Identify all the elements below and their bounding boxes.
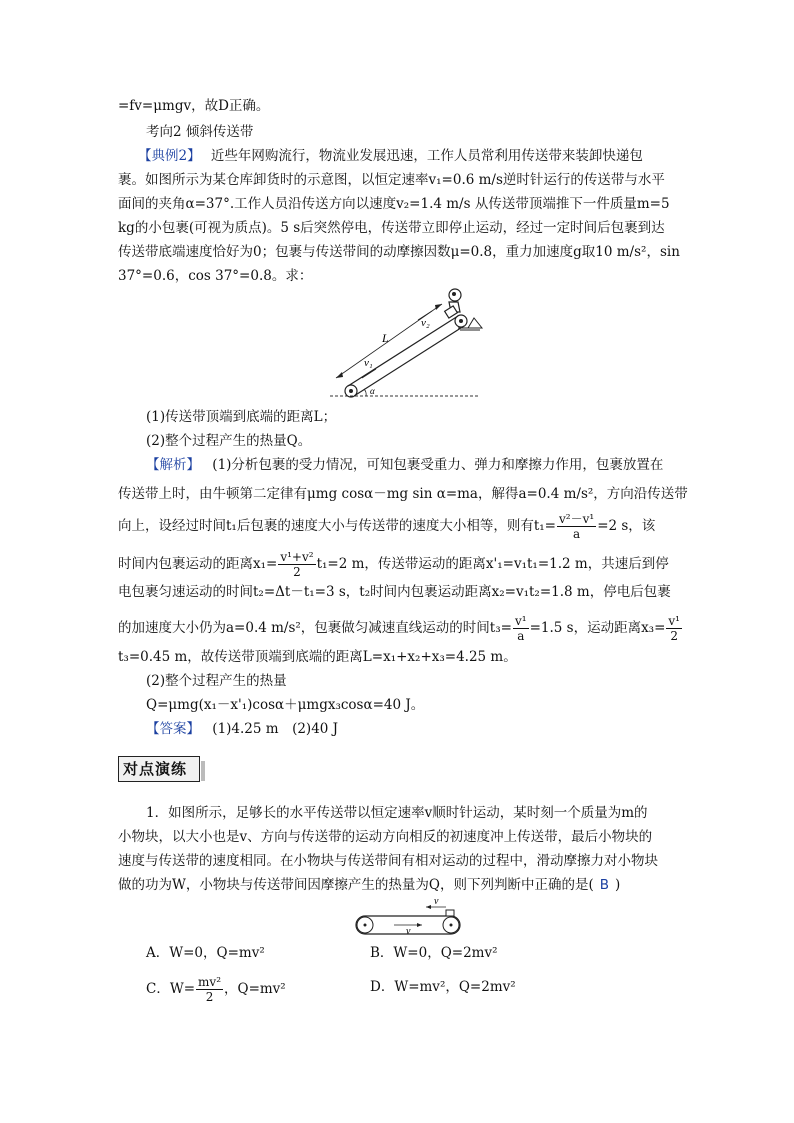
analysis-line-7: t₃=0.45 m，故传送带顶端到底端的距离L=x₁+x₂+x₃=4.25 m。 (118, 649, 517, 665)
analysis-line-2: 传送带上时，由牛顿第二定律有μmg cosα－mg sin α=ma，解得a=0.4 m/s²，方向沿传送带 (118, 486, 688, 502)
option-c-den: 2 (205, 990, 214, 1004)
fraction-x1-num: v¹+v² (280, 550, 314, 564)
question-1: (1)传送带顶端到底端的距离L； (146, 409, 337, 425)
option-c-post: ，Q=mv² (224, 981, 286, 997)
practice-label-text: 对点演练 (123, 760, 188, 778)
option-c (146, 975, 286, 1004)
fraction-x3-num: v¹ (668, 614, 680, 628)
length-label: L (382, 331, 389, 345)
question-2: (2)整个过程产生的热量Q。 (146, 433, 312, 449)
option-c-pre: C．W= (146, 981, 196, 997)
practice-q1-line-4b: ) (614, 877, 621, 893)
analysis-line-6b: =1.5 s，运动距离x₃= (529, 620, 666, 636)
fraction-t3-den: a (517, 629, 525, 643)
practice-q1-line-1: 1．如图所示，足够长的水平传送带以恒定速率v顺时针运动，某时刻一个质量为m的 (146, 805, 648, 821)
analysis-line-6a: 的加速度大小仍为a=0.4 m/s²，包裹做匀减速直线运动的时间t₃= (118, 620, 512, 636)
option-c-num: mv² (198, 975, 221, 989)
answer-tag: 【答案】 (146, 721, 200, 737)
example-line-3: 面间的夹角α=37°.工作人员沿传送方向以速度v₂=1.4 m/s 从传送带顶端推下一件质量m=5 (118, 196, 670, 212)
angle-label: α (370, 386, 375, 396)
example-line-6: 37°=0.6，cos 37°=0.8。求： (118, 268, 313, 284)
analysis-tag: 【解析】 (146, 457, 200, 473)
analysis-line-9: Q=μmg(x₁－x'₁)cosα＋μmgx₃cosα=40 J。 (146, 697, 425, 713)
example-text: 近些年网购流行，物流业发展迅速，工作人员常利用传送带来装卸快递包 (210, 148, 643, 164)
fraction-x3-den: 2 (670, 629, 679, 643)
option-d: D．W=mv²，Q=2mv² (370, 979, 516, 995)
practice-q1-line-3: 速度与传送带的速度相同。在小物块与传送带间有相对运动的过程中，滑动摩擦力对小物块 (118, 853, 658, 869)
fraction-t1-num: v²－v¹ (559, 512, 595, 526)
fraction-t3 (513, 614, 529, 643)
fraction-x1-den: 2 (293, 565, 301, 579)
belt-velocity-label: v (406, 926, 411, 937)
practice-section-label (118, 756, 200, 782)
analysis-line-8: (2)整个过程产生的热量 (146, 673, 287, 689)
block-velocity-label: v (434, 898, 439, 907)
example-line-5: 传送带底端速度恰好为0；包裹与传送带间的动摩擦因数μ=0.8，重力加速度g取10 m/s²，sin (118, 244, 680, 260)
example-tag: 【典例2】 (138, 148, 201, 164)
v2-label: v₂ (421, 317, 430, 329)
example-line-2: 裹。如图所示为某仓库卸货时的示意图，以恒定速率v₁=0.6 m/s逆时针运行的传送带与水平 (118, 172, 665, 188)
analysis-line-1 (146, 455, 663, 475)
section-heading: 考向2 倾斜传送带 (146, 124, 254, 140)
analysis-line-3 (118, 512, 655, 541)
previous-answer-line: =fv=μmgv，故D正确。 (118, 98, 270, 114)
answer-text: (1)4.25 m (2)40 J (212, 721, 339, 737)
analysis-line-4 (118, 550, 669, 579)
analysis-line-4a: 时间内包裹运动的距离x₁= (118, 556, 278, 572)
fraction-t3-num: v¹ (514, 614, 527, 628)
analysis-line-4b: t₁=2 m，传送带运动的距离x'₁=v₁t₁=1.2 m，共速后到停 (316, 556, 669, 572)
v1-label: v₁ (364, 357, 373, 369)
fraction-t1 (557, 512, 596, 541)
analysis-line-5: 电包裹匀速运动的时间t₂=Δt－t₁=3 s，t₂时间内包裹运动距离x₂=v₁t₂=1.8 m，停电后包裹 (118, 584, 671, 600)
fraction-x1 (278, 550, 315, 579)
analysis-text: (1)分析包裹的受力情况，可知包裹受重力、弹力和摩擦力作用，包裹放置在 (212, 457, 664, 473)
practice-q1-line-4a: 做的功为W，小物块与传送带间因摩擦产生的热量为Q，则下列判断中正确的是( (118, 877, 594, 893)
example-line-4: kg的小包裹(可视为质点)。5 s后突然停电，传送带立即停止运动，经过一定时间后包裹到达 (118, 220, 665, 236)
analysis-line-3a: 向上，设经过时间t₁后包裹的速度大小与传送带的速度大小相等，则有t₁= (118, 518, 556, 534)
option-b: B．W=0，Q=2mv² (370, 945, 498, 961)
fraction-x3 (666, 614, 682, 643)
option-c-fraction (196, 975, 223, 1004)
fraction-t1-den: a (573, 527, 581, 541)
option-a: A．W=0，Q=mv² (146, 945, 265, 961)
answer-choice: B (599, 877, 609, 893)
example-line-1 (138, 146, 643, 166)
inclined-conveyor-diagram (330, 282, 490, 404)
answer-line (146, 719, 338, 739)
horizontal-conveyor-diagram (354, 898, 466, 940)
practice-q1-line-2: 小物块，以大小也是v、方向与传送带的运动方向相反的初速度冲上传送带，最后小物块的 (118, 829, 653, 845)
analysis-line-3b: =2 s，该 (597, 518, 656, 534)
analysis-line-6 (118, 614, 683, 643)
practice-q1-line-4 (118, 875, 620, 895)
